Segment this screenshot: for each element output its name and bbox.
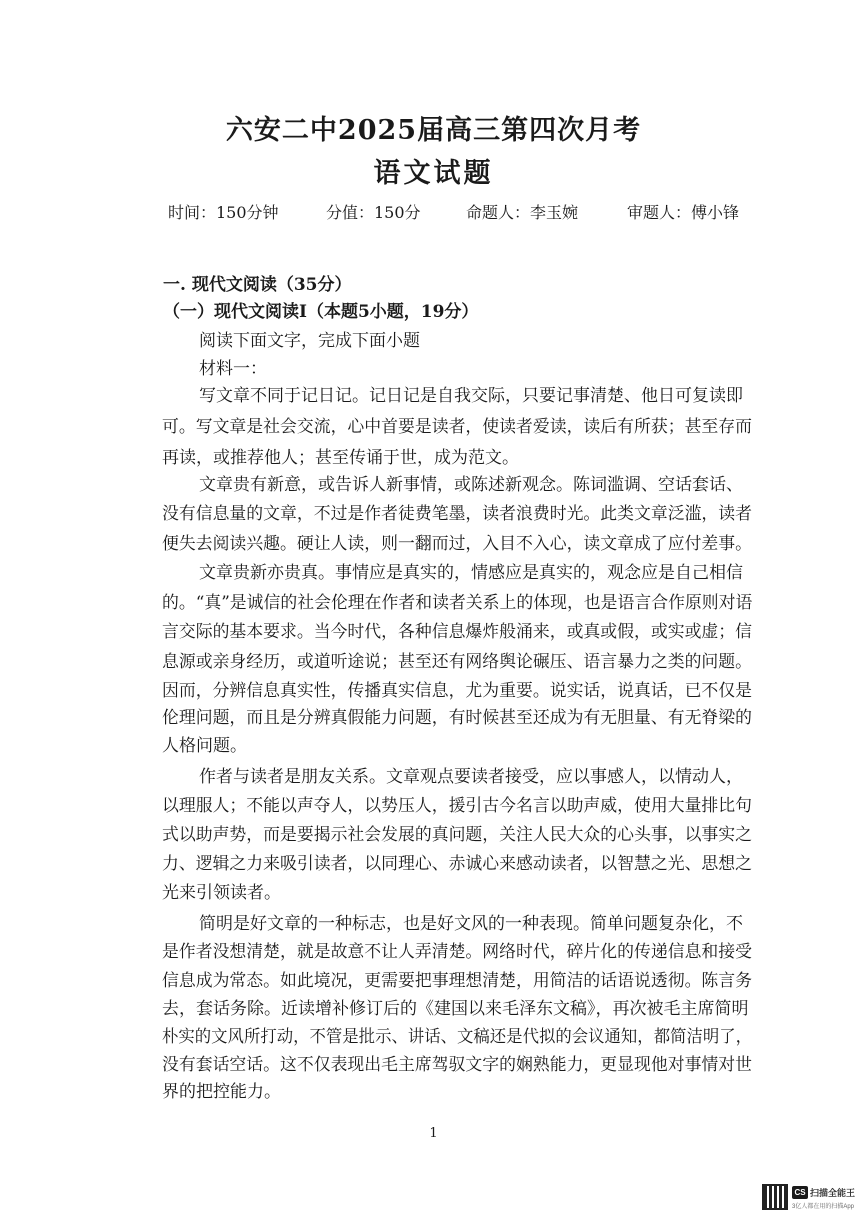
section-heading: 一. 现代文阅读（35分） (163, 275, 352, 295)
qr-code-icon (762, 1184, 788, 1210)
page-number: 1 (429, 1126, 438, 1141)
passage-line: 没有套话空话。这不仅表现出毛主席驾驭文字的娴熟能力，更显现他对事情对世 (162, 1055, 753, 1075)
passage-line: 文章贵有新意，或告诉人新事情，或陈述新观念。陈词滥调、空话套话、 (199, 475, 743, 495)
passage-line: 没有信息量的文章，不过是作者徒费笔墨，读者浪费时光。此类文章泛滥，读者 (162, 504, 753, 524)
passage-line: 界的把控能力。 (162, 1082, 281, 1102)
material-label: 材料一： (199, 359, 267, 379)
scanner-name: 扫描全能王 (810, 1188, 856, 1198)
exam-author: 命题人：李玉婉 (466, 203, 579, 222)
passage-line: 朴实的文风所打动，不管是批示、讲话、文稿还是代拟的会议通知，都简洁明了， (162, 1027, 753, 1047)
scanner-tagline: 3亿人都在用的扫描App (792, 1204, 855, 1210)
passage-line: 息源或亲身经历，或道听途说；甚至还有网络舆论碾压、语言暴力之类的问题。 (162, 652, 753, 672)
passage-line: 简明是好文章的一种标志，也是好文风的一种表现。简单问题复杂化，不 (199, 914, 743, 934)
exam-score: 分值：150分 (326, 203, 421, 222)
exam-reviewer: 审题人：傅小锋 (627, 203, 740, 222)
passage-line: 作者与读者是朋友关系。文章观点要读者接受，应以事感人，以情动人， (199, 767, 743, 787)
sub-section-heading: （一）现代文阅读Ⅰ（本题5小题，19分） (163, 302, 479, 322)
exam-time: 时间：150分钟 (168, 203, 279, 222)
scanner-logo-icon: CS (792, 1186, 808, 1199)
passage-line: 文章贵新亦贵真。事情应是真实的，情感应是真实的，观念应是自己相信 (199, 563, 743, 583)
passage-line: 去，套话务除。近读增补修订后的《建国以来毛泽东文稿》，再次被毛主席简明 (162, 999, 749, 1019)
passage-line: 信息成为常态。如此境况，更需要把事理想清楚，用简洁的话语说透彻。陈言务 (162, 971, 753, 991)
passage-line: 力、逻辑之力来吸引读者，以同理心、赤诚心来感动读者，以智慧之光、思想之 (162, 854, 753, 874)
passage-line: 是作者没想清楚，就是故意不让人弄清楚。网络时代，碎片化的传递信息和接受 (162, 942, 753, 962)
passage-line: 伦理问题，而且是分辨真假能力问题，有时候甚至还成为有无胆量、有无脊梁的 (162, 708, 753, 728)
exam-title: 六安二中2025届高三第四次月考 (225, 115, 642, 146)
exam-subject: 语文试题 (373, 158, 494, 189)
passage-line: 写文章不同于记日记。记日记是自我交际，只要记事清楚、他日可复读即 (199, 386, 743, 406)
passage-line: 式以助声势，而是要揭示社会发展的真问题，关注人民大众的心头事，以事实之 (162, 825, 753, 845)
passage-line: 可。写文章是社会交流，心中首要是读者，使读者爱读，读后有所获；甚至存而 (162, 417, 753, 437)
passage-line: 言交际的基本要求。当今时代，各种信息爆炸般涌来，或真或假，或实或虚；信 (162, 622, 753, 642)
passage-line: 以理服人；不能以声夺人，以势压人，援引古今名言以助声威，使用大量排比句 (162, 796, 753, 816)
passage-line: 再读，或推荐他人；甚至传诵于世，成为范文。 (162, 448, 519, 468)
passage-line: 因而，分辨信息真实性，传播真实信息，尤为重要。说实话，说真话，已不仅是 (162, 681, 753, 701)
passage-line: 人格问题。 (162, 736, 247, 756)
passage-line: 光来引领读者。 (162, 883, 281, 903)
instruction-text: 阅读下面文字，完成下面小题 (199, 331, 420, 351)
passage-line: 便失去阅读兴趣。硬让人读，则一翻而过，入目不入心，读文章成了应付差事。 (162, 534, 753, 554)
passage-line: 的。“真”是诚信的社会伦理在作者和读者关系上的体现，也是语言合作原则对语 (162, 593, 753, 613)
